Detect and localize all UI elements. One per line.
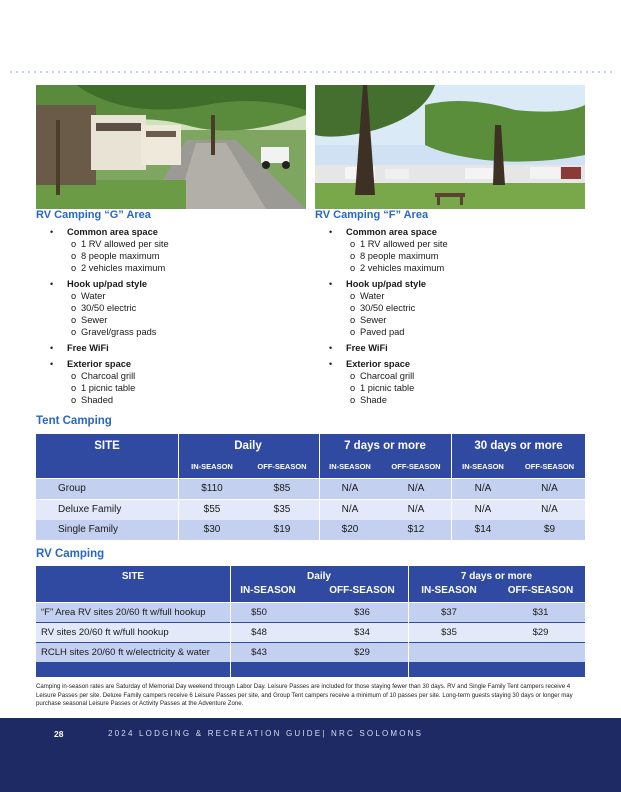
sub-bullet-icon: o <box>71 395 77 405</box>
footer-guide-title: 2024 LODGING & RECREATION GUIDE| NRC SOLOMONS <box>108 729 424 738</box>
feature-subitem-text: Gravel/grass pads <box>81 327 157 337</box>
rate-cell: $37 <box>441 607 457 618</box>
rv-f-feature-list <box>329 226 579 410</box>
feature-subitem-text: 1 picnic table <box>81 383 136 393</box>
rv-f-area-title: RV Camping “F” Area <box>315 209 429 221</box>
table-row <box>36 479 585 499</box>
dotted-divider <box>8 71 613 73</box>
feature-subitem <box>67 238 300 250</box>
feature-subitem-text: Charcoal grill <box>360 371 415 381</box>
rate-cell: N/A <box>407 503 425 515</box>
column-divider <box>319 434 320 540</box>
feature-subitem-text: Paved pad <box>360 327 405 337</box>
feature-subitem-text: 30/50 electric <box>81 303 137 313</box>
feature-subitem <box>346 314 579 326</box>
tent-daily-off: OFF-SEASON <box>257 462 307 471</box>
feature-item <box>329 278 579 338</box>
sub-bullet-icon: o <box>350 315 356 325</box>
rv-group-7days: 7 days or more <box>460 571 533 582</box>
feature-label: Exterior space <box>346 359 411 369</box>
feature-subitem <box>67 370 300 382</box>
sub-bullet-icon: o <box>350 291 356 301</box>
rate-cell: $48 <box>251 627 267 638</box>
tent-site-header: SITE <box>94 440 120 452</box>
bullet-icon: • <box>329 227 333 237</box>
rate-cell: $85 <box>273 483 291 494</box>
feature-subitem <box>346 302 579 314</box>
feature-subitem-text: Water <box>81 291 106 301</box>
feature-subitem <box>67 302 300 314</box>
bullet-icon: • <box>50 343 54 353</box>
rate-cell: $55 <box>203 503 221 515</box>
feature-subitem <box>346 250 579 262</box>
rate-cell: $29 <box>532 627 549 638</box>
feature-subitem-text: 1 RV allowed per site <box>360 239 448 249</box>
bullet-icon: • <box>329 279 333 289</box>
feature-label: Common area space <box>346 227 437 237</box>
feature-item <box>50 342 300 354</box>
rv-table-header <box>36 566 585 602</box>
tent-30days-in: IN-SEASON <box>462 462 504 471</box>
bullet-icon: • <box>50 227 54 237</box>
feature-subitem <box>67 262 300 274</box>
bullet-icon: • <box>50 279 54 289</box>
rate-cell: $30 <box>203 524 221 535</box>
bullet-icon: • <box>50 359 54 369</box>
tent-daily-in: IN-SEASON <box>191 462 233 471</box>
table-row <box>36 623 585 643</box>
feature-subitem <box>346 326 579 338</box>
rate-cell: N/A <box>541 483 558 494</box>
feature-subitem <box>346 290 579 302</box>
sub-bullet-icon: o <box>350 303 356 313</box>
tent-rates-table <box>36 434 585 540</box>
sub-bullet-icon: o <box>71 291 77 301</box>
column-divider <box>451 434 452 540</box>
rv-f-area-photo <box>315 85 585 209</box>
table-row <box>36 520 585 540</box>
rate-cell: $12 <box>407 524 425 535</box>
feature-subitem-text: 1 RV allowed per site <box>81 239 169 249</box>
feature-label: Common area space <box>67 227 158 237</box>
rate-cell: $14 <box>474 524 492 535</box>
site-name: RCLH sites 20/60 ft w/electricity & water <box>41 647 210 658</box>
feature-subitem <box>346 238 579 250</box>
tent-7days-off: OFF-SEASON <box>391 462 441 471</box>
feature-item <box>50 226 300 274</box>
rate-cell: N/A <box>474 503 492 515</box>
rate-cell: N/A <box>474 483 492 494</box>
rate-cell: $110 <box>201 483 223 494</box>
site-name: “F” Area RV sites 20/60 ft w/full hookup <box>41 607 206 618</box>
feature-subitem-text: Water <box>360 291 385 301</box>
tent-30days-off: OFF-SEASON <box>524 462 575 471</box>
sub-bullet-icon: o <box>71 239 77 249</box>
column-divider <box>408 566 409 677</box>
feature-item <box>329 226 579 274</box>
feature-subitem-text: 8 people maximum <box>360 251 439 261</box>
feature-label: Free WiFi <box>67 343 109 353</box>
feature-subitem <box>346 370 579 382</box>
tent-camping-title: Tent Camping <box>36 415 112 427</box>
tent-group-7days: 7 days or more <box>344 440 426 452</box>
rate-cell: $19 <box>273 524 291 535</box>
feature-label: Hook up/pad style <box>346 279 427 289</box>
feature-subitem-text: Shaded <box>81 395 114 405</box>
sub-bullet-icon: o <box>71 371 77 381</box>
column-divider <box>178 434 179 540</box>
table-row <box>36 643 585 663</box>
rv-table-footer-bar <box>36 663 585 677</box>
rate-cell: $20 <box>341 524 359 535</box>
tent-7days-in: IN-SEASON <box>329 462 371 471</box>
rate-cell: N/A <box>341 483 359 494</box>
tent-group-daily: Daily <box>234 440 262 452</box>
site-name: Deluxe Family <box>58 503 122 515</box>
rv-group-daily: Daily <box>307 571 331 582</box>
page-number: 28 <box>54 729 64 739</box>
feature-item <box>50 278 300 338</box>
rv-site-header: SITE <box>121 571 145 582</box>
rate-cell: $31 <box>532 607 549 618</box>
tent-table-header <box>36 434 585 478</box>
feature-label: Free WiFi <box>346 343 388 353</box>
feature-subitem <box>67 250 300 262</box>
rv-7days-off: OFF-SEASON <box>507 585 574 596</box>
rv-g-area-photo <box>36 85 306 209</box>
site-name: RV sites 20/60 ft w/full hookup <box>41 627 169 638</box>
feature-subitem-text: Sewer <box>360 315 387 325</box>
rate-cell: $35 <box>441 627 457 638</box>
sub-bullet-icon: o <box>71 315 77 325</box>
feature-item <box>50 358 300 406</box>
sub-bullet-icon: o <box>350 239 356 249</box>
sub-bullet-icon: o <box>350 251 356 261</box>
feature-subitem-text: Charcoal grill <box>81 371 136 381</box>
feature-subitem <box>346 382 579 394</box>
bullet-icon: • <box>329 359 333 369</box>
feature-subitem <box>67 382 300 394</box>
rv-daily-in: IN-SEASON <box>240 585 296 596</box>
sub-bullet-icon: o <box>71 251 77 261</box>
rv-g-area-title: RV Camping “G” Area <box>36 209 151 221</box>
rate-cell: $50 <box>251 607 267 618</box>
feature-subitem <box>346 394 579 406</box>
rv-rates-table <box>36 566 585 677</box>
rate-cell: N/A <box>541 503 558 515</box>
feature-subitem <box>67 290 300 302</box>
feature-subitem-text: 30/50 electric <box>360 303 416 313</box>
feature-subitem <box>67 326 300 338</box>
feature-subitem <box>67 394 300 406</box>
rate-cell: $35 <box>273 503 291 515</box>
feature-label: Hook up/pad style <box>67 279 148 289</box>
rate-cell: N/A <box>341 503 359 515</box>
feature-subitem-text: 2 vehicles maximum <box>81 263 166 273</box>
sub-bullet-icon: o <box>350 395 356 405</box>
bullet-icon: • <box>329 343 333 353</box>
sub-bullet-icon: o <box>350 383 356 393</box>
rv-g-feature-list <box>50 226 300 410</box>
rv-camping-title: RV Camping <box>36 548 105 560</box>
site-name: Single Family <box>58 524 119 535</box>
feature-item <box>329 358 579 406</box>
feature-subitem <box>67 314 300 326</box>
site-name: Group <box>58 483 86 494</box>
rv-daily-off: OFF-SEASON <box>329 585 395 596</box>
rate-cell: $36 <box>354 607 370 618</box>
rate-cell: $43 <box>251 647 267 658</box>
feature-subitem-text: Shade <box>360 395 387 405</box>
sub-bullet-icon: o <box>71 327 77 337</box>
rates-footnote: Camping in-season rates are Saturday of Memorial Day weekend through Labor Day. Leisure Passes are included for those staying fewer than 30 days. RV and Single Family Tent campers receive 4 Leisure Passes per site. Deluxe Family campers receive 6 Leisure Passes per site, and Group Tent campers receive a minimum of 10 passes per site. Long-term guests staying 30 days or longer may purchase seasonal Leisure Passes or Activity Passes at the Adventure Zone. <box>36 683 573 708</box>
rv-7days-in: IN-SEASON <box>421 585 477 596</box>
table-row <box>36 603 585 623</box>
sub-bullet-icon: o <box>71 263 77 273</box>
feature-subitem-text: 2 vehicles maximum <box>360 263 445 273</box>
sub-bullet-icon: o <box>350 327 356 337</box>
feature-subitem-text: 8 people maximum <box>81 251 160 261</box>
page-footer <box>0 718 621 792</box>
feature-subitem-text: Sewer <box>81 315 108 325</box>
column-divider <box>230 566 231 677</box>
feature-label: Exterior space <box>67 359 132 369</box>
rate-cell: $34 <box>354 627 370 638</box>
sub-bullet-icon: o <box>71 303 77 313</box>
rate-cell: N/A <box>407 483 425 494</box>
feature-subitem <box>346 262 579 274</box>
sub-bullet-icon: o <box>350 371 356 381</box>
rate-cell: $29 <box>354 647 370 658</box>
feature-item <box>329 342 579 354</box>
tent-group-30days: 30 days or more <box>474 440 563 452</box>
table-row <box>36 500 585 520</box>
sub-bullet-icon: o <box>350 263 356 273</box>
feature-subitem-text: 1 picnic table <box>360 383 415 393</box>
sub-bullet-icon: o <box>71 383 77 393</box>
rate-cell: $9 <box>543 524 556 535</box>
